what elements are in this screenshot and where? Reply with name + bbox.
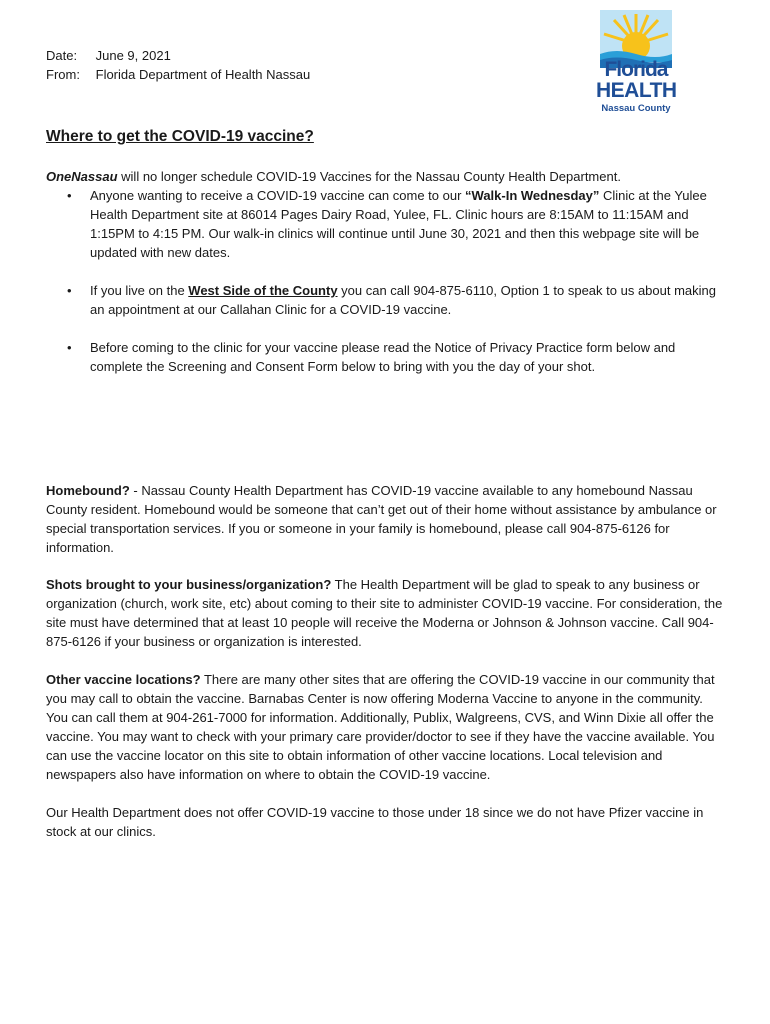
logo-county-text: Nassau County [601,103,671,114]
florida-health-logo [596,10,676,114]
walk-in-bullet-list [46,186,726,395]
bullet-1-text-a: Anyone wanting to receive a COVID-19 vaccine can come to our [90,188,466,203]
bullet-1-text-b: Clinic at the Yulee Health Department site at 86014 Pages Dairy Road, Yulee, FL. Clinic hours are 8:15AM to 11:15AM and 1:15PM to 4:15 PM. Our walk-in clinics will continue until June 30, 2021 and then this webpage site will be updated with new dates. [90,188,707,260]
from-label: From: [46,67,80,82]
logo-health-text: HEALTH [596,79,677,102]
from-row [46,65,310,84]
list-item [46,281,726,319]
homebound-paragraph [46,481,726,557]
date-value: June 9, 2021 [95,48,171,63]
bullet-2-text-a: If you live on the [90,283,189,298]
homebound-text: - Nassau County Health Department has COVID-19 vaccine available to any homebound Nassau County resident. Homebound would be someone that can’t get out of their home without assistance by ambulance or special transportation services. If you or someone in your family is homebound, please call 904-875-6126 for information. [46,483,717,555]
homebound-heading: Homebound? [46,483,130,498]
west-side-link[interactable]: West Side of the County [188,283,338,298]
bullet-icon: • [67,188,72,203]
from-value: Florida Department of Health Nassau [95,67,311,82]
walk-in-wednesday-label: “Walk-In Wednesday” [465,188,600,203]
business-shots-paragraph [46,575,726,651]
date-label: Date: [46,48,78,63]
list-item [46,338,726,376]
bullet-3-text: Before coming to the clinic for your vaccine please read the Notice of Privacy Practice form below and complete the Screening and Consent Form below to bring with you the day of your shot. [90,340,676,374]
memo-header [46,46,310,84]
intro-text: will no longer schedule COVID-19 Vaccines for the Nassau County Health Department. [117,169,621,184]
business-shots-text: The Health Department will be glad to speak to any business or organization (church, work site, etc) about coming to their site to administer COVID-19 vaccine. For consideration, the site must have determined that at least 10 people will receive the Moderna or Johnson & Johnson vaccine. Call 904-875-6126 if your business or organization is interested. [46,577,723,649]
other-locations-text: There are many other sites that are offering the COVID-19 vaccine in our community that you may call to obtain the vaccine. Barnabas Center is now offering Moderna Vaccine to anyone in the community. You can call them at 904-261-7000 for information. Additionally, Publix, Walgreens, CVS, and Winn Dixie all offer the vaccine. You may want to check with your primary care provider/doctor to see if they have the vaccine available. You can use the vaccine locator on this site to obtain information of other vaccine locations. Local television and newspapers also have information on where to obtain the COVID-19 vaccine. [46,672,715,782]
pfizer-note-paragraph: Our Health Department does not offer COVID-19 vaccine to those under 18 since we do not have Pfizer vaccine in stock at our clinics. [46,805,704,839]
bullet-2-text-b: you can call 904-875-6110, Option 1 to speak to us about making an appointment at our Callahan Clinic for a COVID-19 vaccine. [90,283,716,317]
logo-florida-text: Florida [604,58,668,81]
bullet-icon: • [67,283,72,298]
list-item [46,186,726,262]
business-shots-heading: Shots brought to your business/organization? [46,577,332,592]
intro-paragraph [46,167,726,186]
bullet-icon: • [67,340,72,355]
other-locations-paragraph [46,670,726,784]
other-locations-heading: Other vaccine locations? [46,672,201,687]
onenassau-label: OneNassau [46,169,118,184]
page-title: Where to get the COVID-19 vaccine? [46,128,314,145]
date-row [46,46,310,65]
